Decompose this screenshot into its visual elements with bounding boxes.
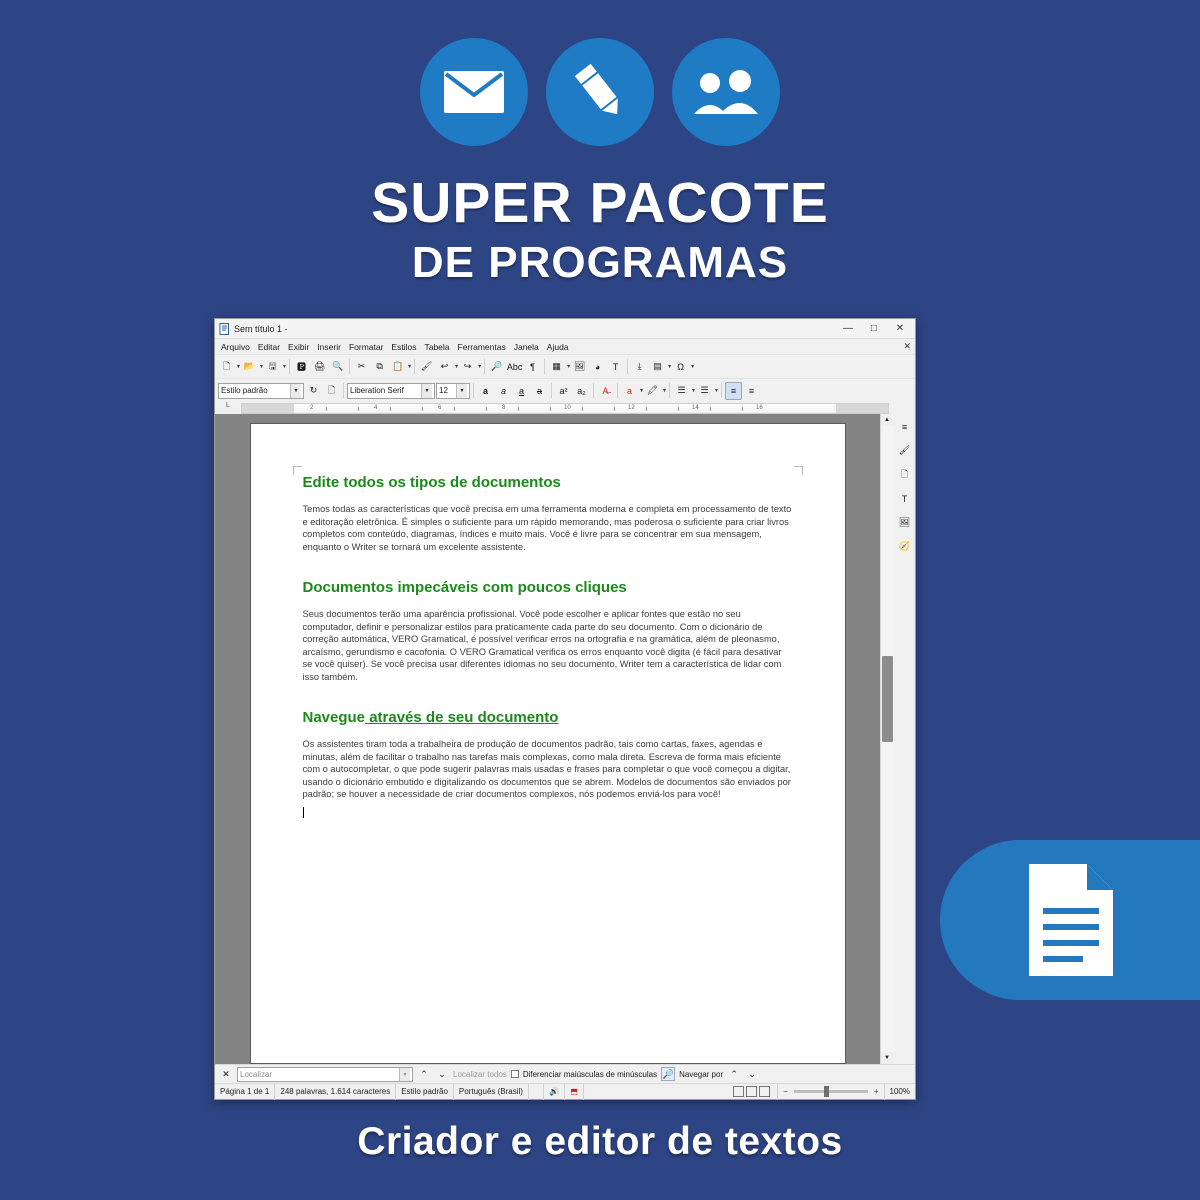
font-color-button[interactable]: a [626,385,632,396]
navigate-by-label: Navegar por [679,1069,724,1079]
formatbar-separator [669,383,670,398]
export-pdf-button[interactable]: 🅿 [297,362,307,372]
save-indicator-icon: ⬒ [570,1087,578,1096]
gallery-panel-button[interactable]: 🖼 [898,517,911,527]
toolbar-separator [414,359,415,374]
save-document-dropdown[interactable]: ▾ [283,364,287,370]
match-case-checkbox[interactable] [511,1070,519,1078]
window-title: Sem título 1 - [234,323,288,334]
window-titlebar[interactable] [215,319,915,339]
text-boundary-corner [794,466,803,475]
ruler-row [215,402,915,414]
navigate-prev-button[interactable]: ⌃ [730,1068,738,1079]
undo-button[interactable]: ↩ [440,361,449,371]
status-save-state[interactable] [565,1084,584,1100]
search-input-placeholder: Localizar [240,1069,273,1079]
status-page[interactable]: Página 1 de 1 [215,1084,275,1100]
spelling-button[interactable]: Abc [506,361,523,372]
find-toolbar [215,1064,915,1083]
clear-formatting-button[interactable]: A̶ [602,385,609,396]
ruler-tick-label: 2 [310,404,314,411]
menu-formatar[interactable]: Formatar [348,341,384,352]
strikethrough-button[interactable]: a [536,385,542,396]
sidebar-deck [893,414,915,1064]
ordered-list-dropdown[interactable]: ▾ [715,388,719,394]
close-button[interactable]: ✕ [895,323,905,334]
ruler-tick-label: 12 [628,404,635,411]
single-page-view-icon[interactable] [733,1086,744,1097]
zoom-slider-knob[interactable] [824,1086,829,1097]
font-size-value: 12 [439,386,448,395]
insert-special-character-dropdown[interactable]: ▾ [691,364,695,370]
menu-arquivo[interactable]: Arquivo [221,341,250,352]
ruler-corner-label: L [226,402,230,409]
standard-toolbar [215,354,915,378]
paste-button[interactable]: 📋 [391,361,404,371]
menu-janela[interactable]: Janela [513,341,539,352]
promo-icon-row [0,38,1200,146]
status-selection-mode[interactable] [544,1084,565,1100]
writer-window [214,318,916,1100]
toolbar-separator [484,359,485,374]
menu-exibir[interactable]: Exibir [288,341,310,352]
toolbar-separator [349,359,350,374]
status-word-count[interactable]: 248 palavras, 1.614 caracteres [275,1084,396,1100]
print-button[interactable]: 🖨 [313,361,326,371]
formatbar-separator [551,383,552,398]
maximize-button[interactable]: □ [870,323,878,334]
font-size-combo[interactable] [436,383,470,399]
insert-field-dropdown[interactable]: ▾ [668,364,672,370]
insert-special-character-button[interactable]: Ω [677,361,684,372]
align-center-button[interactable]: ≡ [748,385,755,396]
page-panel-button[interactable]: 🗋 [900,468,909,479]
menu-inserir[interactable]: Inserir [317,341,341,352]
find-all-label[interactable]: Localizar todos [453,1069,507,1079]
scroll-down-arrow-icon[interactable]: ▼ [881,1052,894,1064]
formatting-marks-button[interactable]: ¶ [530,361,536,372]
ruler-tick-label: 6 [438,404,442,411]
formatbar-separator [473,383,474,398]
bold-button[interactable]: a [482,385,488,396]
unordered-list-button[interactable]: ☰ [677,385,686,395]
document-icon-badge [940,840,1200,1000]
close-document-icon[interactable]: ✕ [903,341,911,351]
status-language[interactable]: Português (Brasil) [454,1084,529,1100]
navigator-panel-button[interactable]: 🧭 [898,541,911,551]
font-color-dropdown[interactable]: ▾ [640,388,644,394]
highlight-color-dropdown[interactable]: ▾ [663,388,667,394]
scroll-up-arrow-icon[interactable]: ▲ [881,414,894,426]
envelope-icon [443,70,505,114]
document-paragraph-1: Temos todas as características que você precisa em uma ferramenta moderna e completa em processamento de texto e editoração eletrônica. É simples o suficiente para um rápido memorando, mas poderosa o suficiente para criar livros completos com conteúdo, diagramas, índices e muito mais. Você é livre para se concentrar em sua mensagem, enquanto o Writer se tornará um excelente assistente. [302,504,792,552]
statusbar [215,1083,915,1099]
paste-dropdown[interactable]: ▾ [408,364,412,370]
multi-page-view-icon[interactable] [746,1086,757,1097]
insert-table-dropdown[interactable]: ▾ [567,364,571,370]
insert-table-button[interactable]: ▦ [552,361,561,371]
align-left-button[interactable]: ≡ [725,382,742,400]
zoom-out-button[interactable]: − [783,1087,788,1096]
ruler-tick-label: 16 [756,404,763,411]
menu-ferramentas[interactable]: Ferramentas [457,341,506,352]
text-boundary-corner [293,466,302,475]
italic-button[interactable]: a [500,385,506,396]
formatting-toolbar [215,378,915,402]
document-heading-3 [303,709,793,726]
heading-3-underlined: através de seu documento [365,709,559,726]
insert-image-button[interactable]: 🖼 [573,361,586,371]
paragraph-style-combo[interactable] [218,383,304,399]
formatbar-separator [593,383,594,398]
update-style-button[interactable]: ↻ [309,385,318,395]
properties-panel-button[interactable]: 🖌 [898,445,911,455]
zoom-in-button[interactable]: + [873,1087,879,1096]
pencil-icon-badge [546,38,654,146]
chevron-down-icon[interactable]: ▾ [456,384,467,398]
redo-dropdown[interactable]: ▾ [478,364,482,370]
menu-ajuda[interactable]: Ajuda [546,341,569,352]
ruler-tick-label: 10 [564,404,571,411]
new-document-dropdown[interactable]: ▾ [237,364,241,370]
clone-formatting-button[interactable]: 🖌 [420,361,433,371]
minimize-button[interactable]: — [843,323,853,334]
subscript-button[interactable]: a₂ [577,385,586,396]
document-heading-1: Edite todos os tipos de documentos [302,474,561,491]
redo-button[interactable]: ↪ [463,361,472,371]
promo-title: SUPER PACOTE [371,171,829,235]
book-view-icon[interactable] [759,1086,770,1097]
insert-chart-button[interactable]: ◕ [594,361,601,372]
menubar [215,339,915,354]
unordered-list-dropdown[interactable]: ▾ [692,388,696,394]
people-icon-badge [672,38,780,146]
cut-button[interactable]: ✂ [357,361,366,371]
status-insert-mode[interactable] [529,1084,544,1100]
chevron-down-icon[interactable]: ▾ [399,1068,410,1081]
styles-panel-button[interactable]: T [901,493,908,504]
promo-caption: Criador e editor de textos [357,1120,843,1163]
menu-tabela[interactable]: Tabela [424,341,450,352]
chevron-down-icon[interactable]: ▾ [290,384,301,398]
superscript-button[interactable]: a² [559,385,568,396]
paragraph-style-value: Estilo padrão [221,386,268,395]
text-cursor [303,807,304,818]
scrollbar-track[interactable] [881,426,894,1052]
scrollbar-thumb[interactable] [882,656,893,742]
search-input[interactable] [237,1067,413,1082]
ordered-list-button[interactable]: ☰ [700,385,709,395]
find-replace-dialog-button[interactable]: 🔎 [661,1067,675,1081]
font-name-value: Liberation Serif [350,386,404,395]
find-next-button[interactable]: ⌄ [438,1068,446,1079]
new-document-button[interactable]: 🗋 [222,360,231,371]
find-previous-button[interactable]: ⌃ [420,1068,428,1079]
document-icon [1021,861,1121,979]
status-view-layout[interactable] [728,1084,778,1100]
undo-dropdown[interactable]: ▾ [455,364,459,370]
toolbar-separator [627,359,628,374]
open-document-button[interactable]: 📂 [243,361,256,371]
ruler-tick-label: 14 [692,404,699,411]
window-controls [835,319,913,338]
highlight-color-button[interactable]: 🖍 [646,385,659,395]
menu-estilos[interactable]: Estilos [391,341,417,352]
people-icon [693,68,759,116]
font-name-combo[interactable] [347,383,435,399]
navigate-next-button[interactable]: ⌄ [748,1068,756,1079]
toolbar-separator [544,359,545,374]
insert-textbox-button[interactable]: T [612,361,619,372]
insert-page-break-button[interactable]: ⤓ [637,361,642,371]
pencil-icon [572,62,628,122]
formatbar-separator [721,383,722,398]
chevron-down-icon[interactable]: ▾ [421,384,432,398]
formatbar-separator [343,383,344,398]
match-case-label[interactable]: Diferenciar maiúsculas de minúsculas [522,1069,658,1079]
vertical-scrollbar[interactable] [880,414,893,1064]
zoom-slider[interactable] [794,1090,868,1093]
document-workarea [215,414,915,1064]
horizontal-ruler[interactable] [241,403,889,414]
new-style-button[interactable]: 🗋 [327,384,336,395]
sidebar-settings-button[interactable]: ≡ [901,421,908,432]
print-preview-button[interactable]: 🔍 [331,361,344,371]
menu-editar[interactable]: Editar [257,341,281,352]
promo-subtitle: DE PROGRAMAS [411,238,789,287]
underline-button[interactable]: a [518,385,524,396]
copy-button[interactable]: ⧉ [376,361,383,371]
status-zoom-slider[interactable] [778,1084,884,1100]
ruler-tick-label: 4 [374,404,378,411]
formatbar-separator [617,383,618,398]
document-paragraph-3: Os assistentes tiram toda a trabalheira de produção de documentos padrão, tais como cartas, faxes, agendas e minutas, além de facilitar o trabalho nas tarefas mais complexas, como mala direta. Escreva de forma mais eficiente com o autocompletar, o que pode sugerir palavras mais usadas e frases para completar o que você começou a digitar, usando o dicionário embutido e digitalizando os documentos que se abrem. Modelos de documentos são enviados por padrão; se houver a necessidade de criar documentos complexos, nós podemos enviá-los para você! [302,739,791,799]
document-canvas[interactable] [215,414,880,1064]
toolbar-separator [289,359,290,374]
status-zoom-value[interactable]: 100% [889,1087,910,1096]
document-paragraph-2: Seus documentos terão uma aparência profissional. Você pode escolher e aplicar fontes que estão no seu computador, definir e personalizar estilos para praticamente cada parte do seu documento. Com o dicionário de correção automática, VERO Gramatical, é possível verificar erros na ortografia e na gramática, além de pleonasmo, arcaísmo, gerundismo e cacofonia. O VERO Gramatical verifica os erros enquanto você digita (é fácil para desativar se você quiser). Se você precisa usar diferentes idiomas no seu documento, Writer tem a característica de lidar com isso também. [302,609,782,682]
close-icon[interactable]: ✕ [222,1068,230,1079]
open-document-dropdown[interactable]: ▾ [260,364,264,370]
promo-header [0,0,1200,288]
save-document-button[interactable]: 🖫 [268,360,277,371]
speaker-icon: 🔊 [549,1087,560,1096]
document-page[interactable] [250,423,846,1064]
status-style[interactable]: Estilo padrão [396,1084,454,1100]
writer-document-icon [219,323,231,335]
ruler-tick-label: 8 [502,404,506,411]
document-heading-2: Documentos impecáveis com poucos cliques [302,579,627,596]
heading-3-plain: Navegue [302,709,366,726]
envelope-icon-badge [420,38,528,146]
insert-field-button[interactable]: ▤ [653,361,662,371]
find-replace-button[interactable]: 🔎 [490,361,503,371]
